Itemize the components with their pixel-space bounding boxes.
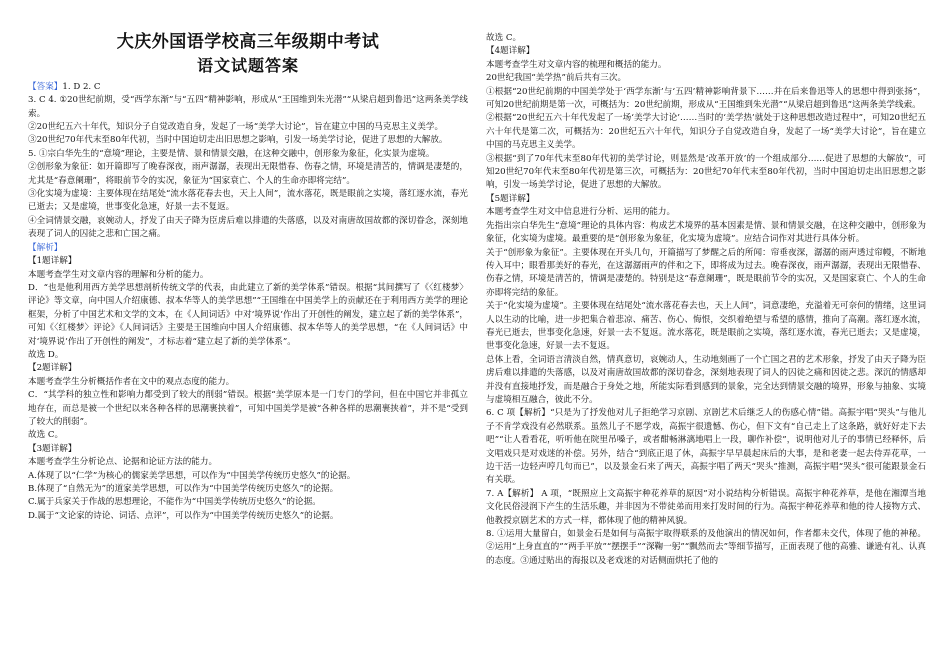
page-subtitle: 语文试题答案 — [196, 56, 299, 76]
q5-intro: 本题考查学生对文中信息进行分析、运用的能力。 — [486, 207, 676, 218]
q1-intro: 本题考查学生对文章内容的理解和分析的能力。 — [28, 269, 209, 280]
q3-intro: 本题考查学生分析论点、论据和论证方法的能力。 — [28, 457, 218, 468]
q3-option-a: A.体现了以“仁学”为核心的儒家美学思想，可以作为“中国美学传统历史悠久”的论据。 — [28, 470, 356, 481]
q4-heading: 【4题详解】 — [486, 46, 535, 57]
q3-heading: 【3题详解】 — [28, 443, 77, 454]
q2-heading: 【2题详解】 — [28, 363, 77, 374]
q3-answer: 故选 C。 — [486, 33, 522, 43]
q7-paragraph: 7. A【解析】 A 项，“既照应上文高振宇种花养草的原因”对小说结构分析错误。高振宇种花养草，是他在湘潭当地文化民俗浸润下产生的生活乐趣，并非因为不带徒弟而用来打发时间的行为。高振宇种花养草和他的待人接物方式、他教授京剧艺术的方式一样，都体现了他的精神风貌。 — [486, 488, 926, 526]
answer-tag: 【答案】 — [28, 81, 63, 92]
q1-heading: 【1题详解】 — [28, 256, 77, 267]
left-column — [28, 0, 468, 523]
answer-paragraph: ②创形象为象征：如开篇即写了晚春深夜，雨声潺潺，表现出无限惜春、伤春之情，环境是清苦的，情调是凄楚的，尤其是“春意阑珊”，将眼前节令的实况，象征为“国家衰亡、个人的生命亦即将完结”。 — [28, 162, 468, 186]
q1-answer: 故选 D。 — [28, 349, 64, 360]
answer-line — [28, 81, 468, 94]
answer-paragraph: ②20世纪五六十年代，知识分子自觉改造自身，发起了一场“美学大讨论”，旨在建立中国的马克思主义美学。 — [28, 122, 444, 133]
q5-paragraph: 先指出宗白华先生“意境”理论的具体内容：构成艺术境界的基本因素是情、景和情景交融，在这种交融中，创形象为象征，化实境为虚境。最重要的是“创形象为象征，化实境为虚境”。应结合词作对其进行具体分析。 — [486, 220, 926, 245]
page-title: 大庆外国语学校高三年级期中考试 — [116, 32, 380, 52]
q8-paragraph: 8. ①运用大量留白，如景金石是如何与高振宇取得联系的及他演出的情况如何，作者都未交代，体现了他的神秘。②运用“上身直直的”“两手平放”“摆摆手”“深鞠一躬”“飘然而去”等细节描写，正面表现了他的高雅、谦逊有礼、认真的态度。③通过贴出的海报以及老戏迷的对话侧面烘托了他的 — [486, 529, 926, 566]
q3-option-c: C.属于兵家关于作战的思想理论，不能作为“中国美学传统历史悠久”的论据。 — [28, 497, 321, 508]
answer-paragraph: 3. C 4. ①20世纪前期，受“西学东渐”与“五四”精神影响，形成从“王国维到朱光潜”“从梁启超到鲁迅”这两条美学线索。 — [28, 95, 468, 119]
q5-paragraph: 总体上看，全词语言清淡自然，情真意切，哀婉动人，生动地刻画了一个亡国之君的艺术形象，抒发了由天子降为臣虏后难以排遣的失落感，以及对南唐故国故都的深切眷念，深刻地表现了词人的囚徒之痛和因徒之悲。深沉的情感却并没有直接地抒发，而是融合于身处之地，所能实际看到感到的景象，完全达到情景交融的境界，形象与抽象、实境与虚境相互融合，彼此不分。 — [486, 354, 926, 405]
q5-heading: 【5题详解】 — [486, 193, 535, 204]
q4-point: ②根据“20世纪五六十年代发起了一场‘美学大讨论’……当时的‘美学热’就处于这种思想改造过程中”，可知20世纪五六十年代是第二次，可概括为：20世纪五六十年代，知识分子自觉改造自身，发起了一场“美学大讨论”，旨在建立中国的马克思主义美学。 — [486, 113, 926, 151]
q4-point: ③根据“到了70年代末至80年代初的美学讨论，则显然是‘改革开放’的一个组成部分……促进了思想的大解放”，可知20世纪70年代末至80年代初是第三次，可概括为：20世纪70年代末至80年代初，当时中国迫切走出旧思想之影响，引发一场美学讨论，促进了思想的大解放。 — [486, 153, 926, 191]
answer-values: 1. D 2. C — [62, 81, 101, 92]
answer-paragraph: 5. ①宗白华先生的“意境”理论，主要是情、景和情景交融，在这种交融中，创形象为象征，化实景为虚境。 — [28, 148, 435, 159]
q5-paragraph: 关于“化实境为虚境”。主要体现在结尾处“流水落花春去也，天上人间”，词意凄绝，充溢着无可奈何的情绪，这里词人以生动的比喻，进一步把集合着悲凉、痛苦、伤心、悔恨，交织着绝望与希望的感情，推向了高潮。落红逐水流，春光已逝去，世事变化急速，好景一去不复返。流水落花，既是眼前之实境，落红逐水流，春光已逝去；又是虚境，世事变化急速，好景一去不复返。 — [486, 301, 926, 352]
q3-option-b: B.体现了“自然无为”的道家美学思想，可以作为“中国美学传统历史悠久”的论据。 — [28, 484, 339, 494]
q2-intro: 本题考查学生分析概括作者在文中的观点态度的能力。 — [28, 376, 235, 387]
answer-paragraph: ③化实境为虚境：主要体现在结尾处“流水落花春去也，天上人间”，流水落花，既是眼前之实境，落红逐水流，春光已逝去；又是虚境，世事变化急速，好景一去不复返。 — [28, 189, 468, 213]
answer-paragraph: ④全词情景交融，哀婉动人，抒发了由天子降为臣虏后难以排遣的失落感，以及对南唐故国故都的深切眷念，深刻地表现了词人的囚徒之悲和亡国之痛。 — [28, 215, 468, 240]
q5-paragraph: 关于“创形象为象征”。主要体现在开头几句，开篇描写了梦醒之后的所闻：帘垂夜深，潺潺的雨声透过帘幔，不断地传入耳中；眼看那美好的春光，在这潺潺雨声的伴和之下，即将成为过去。晚春深夜，雨声潺潺，表现出无限惜春、伤春之情，环境是清苦的，情调是凄楚的。特别是这“春意阑珊”，既是眼前节令的实况，又是国家衰亡、个人的生命亦即将完结的象征。 — [486, 247, 926, 298]
q1-body: D．“也是他利用西方美学思想剖析传统文学的代表，由此建立了新的美学体系”错误。根据“其间撰写了《〈红楼梦〉评论》等文章，向中国人介绍康德、叔本华等人的美学思想”“王国维在中国美学上的贡献还在于利用西方美学的理论框架，分析了中国艺术和文学的文本，在《人间词话》中对‘境界说’作出了开创性的阐发，建立起了新的美学体系”，可知《〈红楼梦〉评论》《人间词话》主要是王国维向中国人介绍康德、叔本华等人的美学思想，“在《人间词话》中对‘境界说’作出了开创性的阐发”，才标志着“建立起了新的美学体系”。 — [28, 282, 468, 347]
q2-answer: 故选 C。 — [28, 430, 64, 441]
right-column — [486, 0, 926, 568]
q4-point: ①根据“20世纪前期的中国美学处于‘西学东渐’与‘五四’精神影响背景下……并在后来鲁迅等人的思想中得到张扬”，可知20世纪前期是第一次，可概括为：20世纪前期，形成从“王国维到朱光潜”“从梁启超到鲁迅”这两条美学线索。 — [486, 86, 926, 111]
analysis-tag: 【解析】 — [28, 242, 63, 253]
answer-paragraph: ③20世纪70年代末至80年代初，当时中国迫切走出旧思想之影响，引发一场美学讨论，促进了思想的大解放。 — [28, 135, 448, 146]
q4-line: 20世纪我国“美学热”前后共有三次。 — [486, 73, 627, 84]
q3-option-d: D.属于“文论家的诗论、词话、点评”，可以作为“中国美学传统历史悠久”的论据。 — [28, 510, 339, 521]
q2-body: C．“其学科的独立性和影响力都受到了较大的削弱”错误。根据“美学原本是一门专门的学问，但在中国它并非孤立地存在，而总是被一个世纪以来各种各样的思潮裹挟着”，可知中国美学是被“各种各样的思潮裹挟着”，并不是“受到了较大的削弱”。 — [28, 390, 468, 427]
q6-paragraph: 6. C 项【解析】“只是为了抒发他对儿子拒绝学习京剧、京剧艺术后继乏人的伤感心情”错。高振宇唱“哭头”与他儿子不肯学戏没有必然联系。虽然儿子不愿学戏，高振宇很遗憾、伤心，但下文有“自己走上了这条路，就好好走下去吧”“让人看看花，听听他在院里吊嗓子，或者酣畅淋漓地唱上一段，聊作补偿”，说明他对儿子的事情已经释怀，后文唱戏只是对戏迷的补偿。另外，结合“到底正退了休，高振宇早早晨起床后的大事，是和老妻一起去侍弄花草，一边干活一边轻声哼几句而已”，以及景金石来了两天，高振宇唱了两天“哭头”推测，高振宇唱“哭头”很可能跟景金石有关联。 — [486, 408, 926, 486]
q4-intro: 本题考查学生对文章内容的梳理和概括的能力。 — [486, 59, 667, 70]
